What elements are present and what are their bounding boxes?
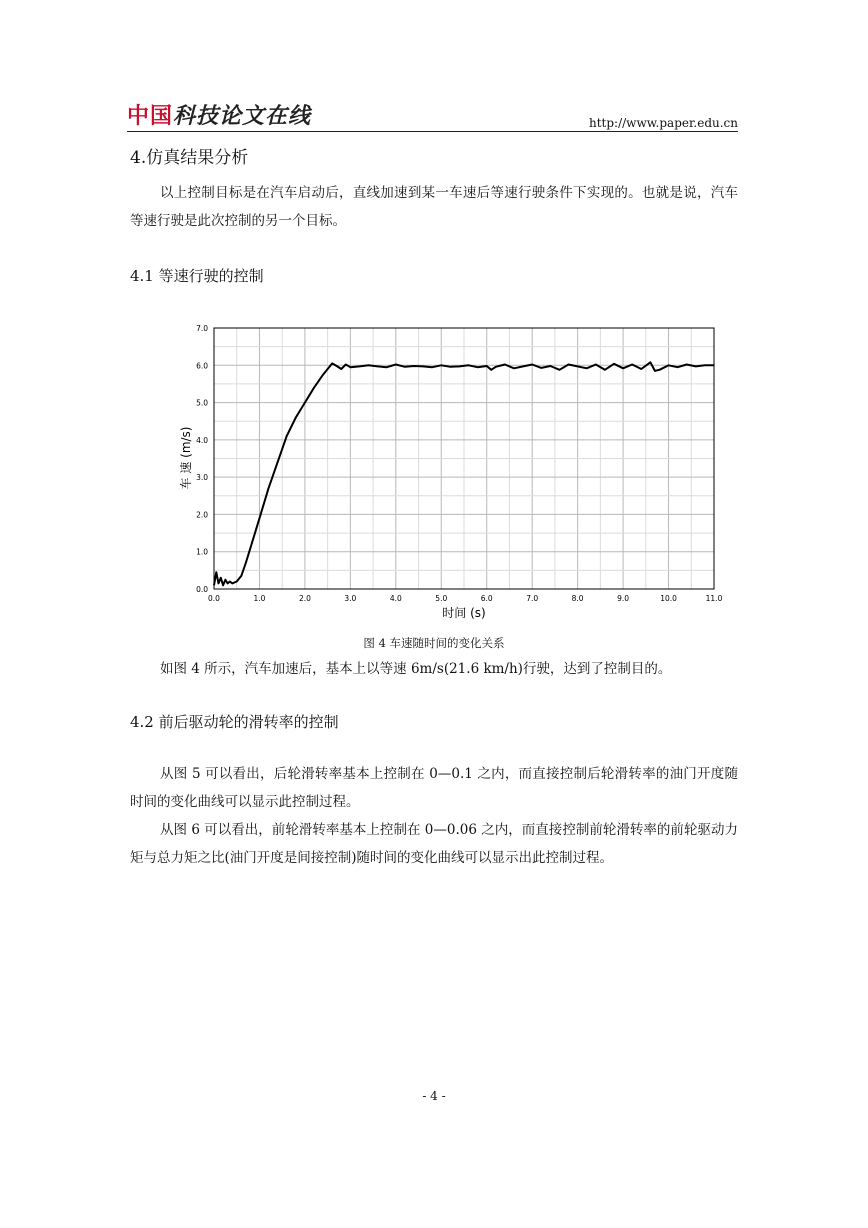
section-title: 4.仿真结果分析: [130, 148, 249, 168]
paragraph-4-2-a: 从图 5 可以看出，后轮滑转率基本上控制在 0—0.1 之内，而直接控制后轮滑转率的油门开度随时间的变化曲线可以显示此控制过程。: [130, 766, 738, 810]
x-axis-label: 时间 (s): [442, 606, 486, 620]
y-tick-label: 2.0: [196, 510, 208, 520]
x-tick-labels: [208, 594, 723, 603]
x-tick-label: 10.0: [660, 594, 677, 603]
x-tick-label: 8.0: [571, 594, 584, 603]
y-tick-label: 1.0: [196, 547, 208, 557]
x-tick-label: 2.0: [298, 594, 311, 603]
x-tick-label: 1.0: [253, 594, 266, 603]
speed-time-chart: [170, 318, 730, 630]
section-intro: 以上控制目标是在汽车启动后，直线加速到某一车速后等速行驶条件下实现的。也就是说，汽车等速行驶是此次控制的另一个目标。: [130, 185, 738, 229]
paragraph-4-2-b: 从图 6 可以看出，前轮滑转率基本上控制在 0—0.06 之内，而直接控制前轮滑转率的前轮驱动力矩与总力矩之比(油门开度是间接控制)随时间的变化曲线可以显示出此控制过程。: [130, 822, 738, 866]
logo-red-text: 中国: [127, 104, 174, 129]
page-number: - 4 -: [422, 1089, 446, 1103]
journal-logo: [127, 104, 311, 130]
x-tick-label: 0.0: [208, 594, 220, 603]
y-tick-label: 0.0: [196, 585, 208, 594]
x-tick-label: 11.0: [705, 594, 723, 603]
paragraph-4-1: 如图 4 所示，汽车加速后，基本上以等速 6m/s(21.6 km/h)行驶，达到了控制目的。: [160, 661, 672, 677]
y-tick-label: 6.0: [196, 361, 208, 371]
y-tick-label: 7.0: [196, 324, 208, 333]
x-tick-label: 3.0: [344, 594, 357, 603]
x-tick-label: 7.0: [526, 594, 539, 603]
x-tick-label: 6.0: [480, 594, 493, 603]
figure-caption: 图 4 车速随时间的变化关系: [363, 636, 505, 650]
x-tick-label: 9.0: [617, 594, 630, 603]
y-tick-label: 3.0: [196, 473, 208, 483]
subsection-title-4-2: 4.2 前后驱动轮的滑转率的控制: [130, 713, 339, 731]
y-tick-label: 4.0: [196, 435, 208, 445]
y-axis-label: 车 速 (m/s): [179, 426, 193, 490]
x-tick-label: 4.0: [389, 594, 402, 603]
logo-dark-text: 科技论文在线: [173, 104, 312, 129]
y-tick-labels: [196, 324, 208, 594]
site-url[interactable]: http://www.paper.edu.cn: [588, 116, 738, 130]
y-tick-label: 5.0: [196, 398, 208, 408]
header-rule: [127, 131, 738, 132]
subsection-title-4-1: 4.1 等速行驶的控制: [130, 267, 264, 285]
x-tick-label: 5.0: [435, 594, 448, 603]
